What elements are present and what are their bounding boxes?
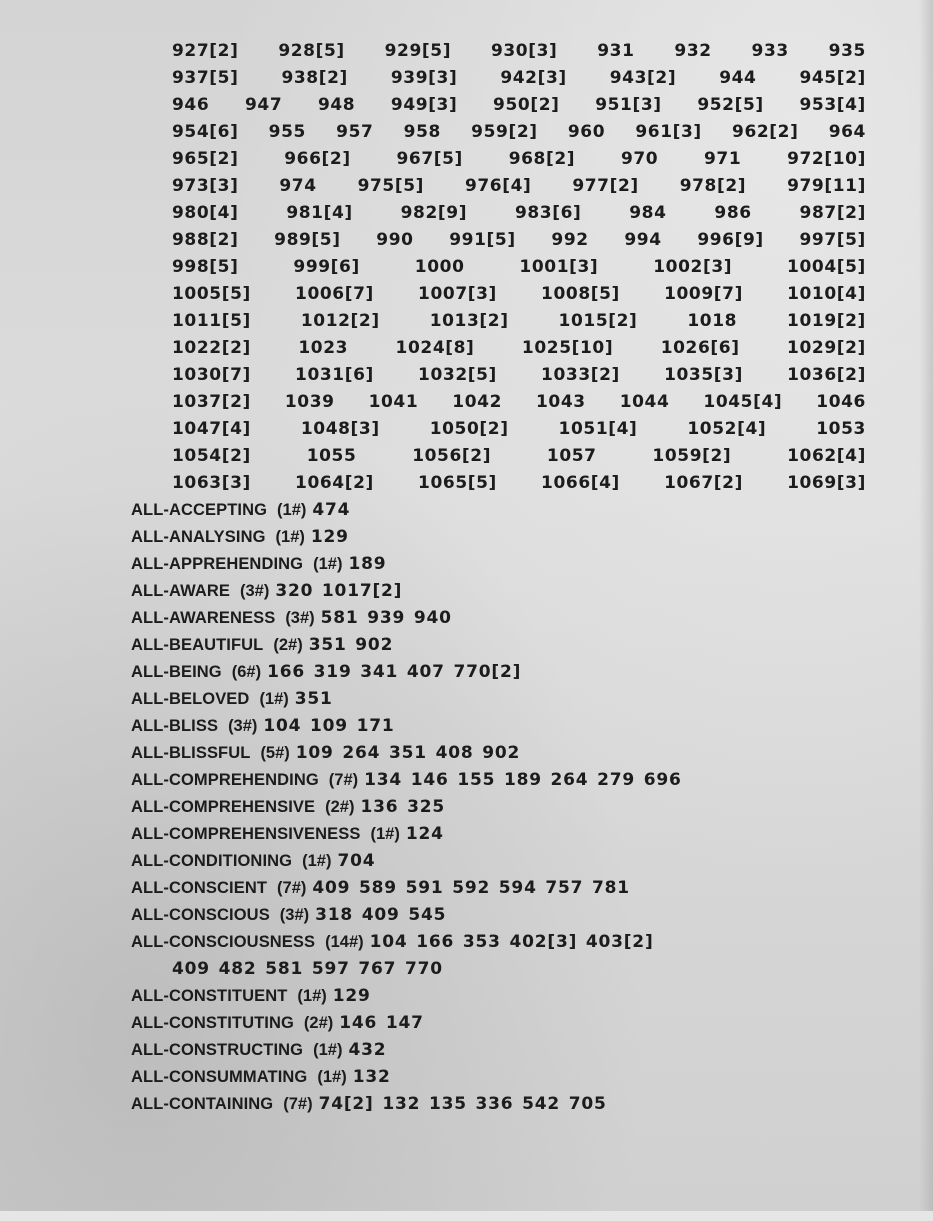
index-entry — [131, 902, 871, 929]
entry-term: ALL-ACCEPTING — [131, 501, 268, 519]
page-reference: 977[2] — [572, 176, 639, 196]
reference-line — [172, 227, 866, 254]
reference-line — [172, 119, 866, 146]
page-reference: 984 — [629, 203, 667, 223]
index-entry — [131, 497, 871, 524]
entry-count: (2#) — [325, 798, 355, 816]
reference-line — [172, 470, 866, 497]
page-reference: 1036[2] — [787, 365, 866, 385]
entry-references: 104 109 171 — [263, 716, 395, 736]
entry-count: (7#) — [328, 771, 359, 789]
entry-term: ALL-COMPREHENDING — [131, 771, 319, 789]
entry-references-continued: 409 482 581 597 767 770 — [172, 959, 443, 979]
entry-count: (1#) — [313, 1041, 343, 1059]
index-entry — [131, 983, 871, 1010]
page-reference: 992 — [551, 230, 589, 250]
entry-references: 320 1017[2] — [275, 581, 403, 601]
index-entry — [131, 686, 871, 713]
page-reference: 1057 — [546, 446, 597, 466]
index-entry — [131, 929, 871, 983]
page-reference: 931 — [597, 41, 635, 61]
reference-line — [172, 362, 866, 389]
entry-count: (5#) — [260, 744, 290, 762]
page-reference: 1008[5] — [541, 284, 620, 304]
entry-term: ALL-CONSCIOUS — [131, 906, 270, 924]
entry-term: ALL-CONSTRUCTING — [131, 1041, 304, 1059]
entry-count: (2#) — [303, 1014, 334, 1032]
page-reference: 965[2] — [172, 149, 239, 169]
entry-term: ALL-BELOVED — [131, 690, 250, 708]
index-entry — [131, 713, 871, 740]
page-reference: 937[5] — [172, 68, 239, 88]
index-entry — [131, 659, 871, 686]
page-reference: 1029[2] — [787, 338, 866, 358]
page-reference: 951[3] — [595, 95, 662, 115]
index-entries — [131, 497, 871, 1118]
entry-count: (6#) — [231, 663, 262, 681]
entry-references: 318 409 545 — [315, 905, 447, 925]
reference-line — [172, 308, 866, 335]
page-reference: 955 — [268, 122, 306, 142]
entry-count: (7#) — [277, 879, 307, 897]
entry-references: 704 — [337, 851, 376, 871]
page-reference: 1045[4] — [703, 392, 783, 412]
entry-term: ALL-BLISSFUL — [131, 744, 251, 762]
index-entry — [131, 1064, 871, 1091]
page-reference: 1037[2] — [172, 392, 251, 412]
page-reference: 1050[2] — [429, 419, 509, 439]
index-entry — [131, 1091, 871, 1118]
reference-line — [172, 65, 866, 92]
page-reference: 983[6] — [514, 203, 582, 223]
page-reference: 1055 — [306, 446, 357, 466]
page-reference: 954[6] — [172, 122, 239, 142]
page-reference: 1022[2] — [172, 338, 251, 358]
reference-line — [172, 443, 866, 470]
page-reference: 946 — [172, 95, 210, 115]
page-reference: 1053 — [816, 419, 866, 439]
reference-line — [172, 416, 866, 443]
entry-term: ALL-COMPREHENSIVENESS — [131, 825, 361, 843]
page-reference: 999[6] — [293, 257, 360, 277]
page-reference: 1031[6] — [295, 365, 374, 385]
page-reference: 1015[2] — [558, 311, 638, 331]
index-entry — [131, 551, 871, 578]
page-reference: 942[3] — [500, 68, 567, 88]
entry-term: ALL-AWARENESS — [131, 609, 276, 627]
entry-references: 129 — [332, 986, 371, 1006]
entry-references: 146 147 — [339, 1013, 424, 1033]
page-reference: 1062[4] — [787, 446, 866, 466]
page-reference: 996[9] — [697, 230, 764, 250]
page-reference: 988[2] — [172, 230, 239, 250]
page-reference: 1005[5] — [172, 284, 251, 304]
index-entry — [131, 524, 871, 551]
page-reference: 1066[4] — [541, 473, 620, 493]
page-reference: 976[4] — [464, 176, 532, 196]
page-reference: 962[2] — [732, 122, 799, 142]
page-reference: 945[2] — [799, 68, 866, 88]
page-reference: 987[2] — [799, 203, 866, 223]
page-reference: 928[5] — [278, 41, 345, 61]
entry-references: 581 939 940 — [320, 608, 452, 628]
entry-term: ALL-CONSCIOUSNESS — [131, 933, 316, 951]
page-edge-shadow — [919, 0, 933, 1221]
index-entry — [131, 632, 871, 659]
index-entry — [131, 1037, 871, 1064]
entry-references: 166 319 341 407 770[2] — [267, 662, 522, 682]
continued-reference-block — [172, 38, 866, 497]
entry-count: (1#) — [302, 852, 332, 870]
index-entry — [131, 794, 871, 821]
page-reference: 1054[2] — [172, 446, 251, 466]
page-reference: 966[2] — [284, 149, 351, 169]
page-reference: 1059[2] — [652, 446, 732, 466]
index-entry — [131, 821, 871, 848]
page-reference: 973[3] — [172, 176, 239, 196]
page-reference: 1011[5] — [172, 311, 251, 331]
page-reference: 1006[7] — [295, 284, 374, 304]
page-reference: 990 — [376, 230, 414, 250]
page-reference: 1064[2] — [295, 473, 374, 493]
page-reference: 1044 — [619, 392, 670, 412]
entry-count: (1#) — [277, 501, 307, 519]
page-reference: 979[11] — [787, 176, 866, 196]
page-reference: 958 — [403, 122, 441, 142]
page-reference: 1026[6] — [660, 338, 740, 358]
page-reference: 1067[2] — [664, 473, 743, 493]
page-reference: 998[5] — [172, 257, 239, 277]
page-reference: 978[2] — [679, 176, 747, 196]
page-reference: 1002[3] — [653, 257, 733, 277]
page-reference: 944 — [719, 68, 757, 88]
page-reference: 1039 — [284, 392, 335, 412]
entry-term: ALL-CONTAINING — [131, 1095, 274, 1113]
entry-count: (1#) — [317, 1068, 347, 1086]
entry-references: 351 — [294, 689, 333, 709]
entry-references: 109 264 351 408 902 — [295, 743, 521, 763]
page-reference: 1052[4] — [687, 419, 767, 439]
page-reference: 1030[7] — [172, 365, 251, 385]
page-reference: 1063[3] — [172, 473, 251, 493]
entry-term: ALL-CONSTITUENT — [131, 987, 288, 1005]
page-reference: 947 — [244, 95, 283, 115]
page-reference: 964 — [828, 122, 866, 142]
page-reference: 1025[10] — [521, 338, 614, 358]
page-reference: 930[3] — [490, 41, 558, 61]
entry-count: (1#) — [275, 528, 305, 546]
page-reference: 989[5] — [274, 230, 341, 250]
page-reference: 953[4] — [799, 95, 866, 115]
entry-term: ALL-BEING — [131, 663, 222, 681]
index-entry — [131, 1010, 871, 1037]
page-reference: 1043 — [535, 392, 586, 412]
entry-references: 136 325 — [360, 797, 445, 817]
entry-references: 132 — [352, 1067, 391, 1087]
entry-term: ALL-CONSTITUTING — [131, 1014, 294, 1032]
page-reference: 1004[5] — [787, 257, 866, 277]
reference-line — [172, 92, 866, 119]
entry-count: (1#) — [297, 987, 327, 1005]
entry-term: ALL-APPREHENDING — [131, 555, 304, 573]
page-reference: 1033[2] — [541, 365, 620, 385]
page-reference: 1065[5] — [418, 473, 497, 493]
reference-line — [172, 200, 866, 227]
page-reference: 961[3] — [635, 122, 702, 142]
page-reference: 970 — [620, 149, 659, 169]
entry-count: (2#) — [273, 636, 303, 654]
page-reference: 952[5] — [697, 95, 764, 115]
entry-count: (3#) — [279, 906, 310, 924]
index-entry — [131, 767, 871, 794]
reference-line — [172, 389, 866, 416]
entry-count: (1#) — [370, 825, 400, 843]
page-reference: 1010[4] — [787, 284, 866, 304]
entry-term: ALL-CONDITIONING — [131, 852, 293, 870]
entry-references: 104 166 353 402[3] 403[2] — [369, 932, 654, 952]
entry-term: ALL-AWARE — [131, 582, 230, 600]
page-reference: 972[10] — [787, 149, 866, 169]
page-reference: 991[5] — [449, 230, 516, 250]
page-reference: 1001[3] — [519, 257, 599, 277]
reference-line — [172, 254, 866, 281]
reference-line — [172, 281, 866, 308]
page-reference: 1009[7] — [664, 284, 743, 304]
entry-term: ALL-BEAUTIFUL — [131, 636, 264, 654]
reference-line — [172, 146, 866, 173]
entry-references: 134 146 155 189 264 279 696 — [364, 770, 682, 790]
page-reference: 950[2] — [493, 95, 560, 115]
page-reference: 997[5] — [799, 230, 866, 250]
page-reference: 1023 — [298, 338, 349, 358]
index-entry — [131, 848, 871, 875]
entry-count: (3#) — [285, 609, 315, 627]
entry-references: 74[2] 132 135 336 542 705 — [318, 1094, 607, 1114]
page-reference: 1013[2] — [429, 311, 509, 331]
entry-term: ALL-ANALYSING — [131, 528, 266, 546]
entry-count: (7#) — [283, 1095, 313, 1113]
page-reference: 960 — [567, 122, 606, 142]
page-reference: 1041 — [368, 392, 419, 412]
page-reference: 1018 — [687, 311, 738, 331]
page-reference: 932 — [674, 41, 712, 61]
entry-references: 189 — [348, 554, 387, 574]
entry-references: 432 — [348, 1040, 387, 1060]
page-reference: 1012[2] — [300, 311, 380, 331]
index-entry — [131, 875, 871, 902]
page-reference: 1032[5] — [418, 365, 497, 385]
page-reference: 959[2] — [471, 122, 538, 142]
index-entry — [131, 605, 871, 632]
page-reference: 1047[4] — [172, 419, 251, 439]
page-reference: 933 — [751, 41, 789, 61]
entry-count: (1#) — [259, 690, 289, 708]
entry-count: (14#) — [325, 933, 364, 951]
page-reference: 1048[3] — [300, 419, 380, 439]
page-reference: 971 — [704, 149, 742, 169]
page-reference: 975[5] — [357, 176, 425, 196]
page-reference: 981[4] — [286, 203, 353, 223]
entry-references: 409 589 591 592 594 757 781 — [312, 878, 630, 898]
entry-term: ALL-BLISS — [131, 717, 219, 735]
page-reference: 1046 — [816, 392, 866, 412]
entry-references: 351 902 — [308, 635, 394, 655]
entry-count: (3#) — [239, 582, 270, 600]
page-reference: 927[2] — [172, 41, 239, 61]
page-reference: 1019[2] — [787, 311, 866, 331]
page-reference: 1056[2] — [412, 446, 492, 466]
page-reference: 1024[8] — [395, 338, 475, 358]
reference-line — [172, 38, 866, 65]
page-reference: 943[2] — [609, 68, 677, 88]
index-entry — [131, 578, 871, 605]
entry-count: (3#) — [228, 717, 258, 735]
entry-term: ALL-COMPREHENSIVE — [131, 798, 316, 816]
entry-count: (1#) — [313, 555, 343, 573]
page-bottom-edge — [0, 1211, 933, 1221]
page-reference: 1042 — [452, 392, 502, 412]
page-reference: 948 — [317, 95, 356, 115]
index-entry — [131, 740, 871, 767]
page-reference: 980[4] — [172, 203, 239, 223]
page-reference: 974 — [279, 176, 317, 196]
page-reference: 994 — [624, 230, 662, 250]
entry-references: 474 — [312, 500, 351, 520]
entry-term: ALL-CONSCIENT — [131, 879, 268, 897]
page-reference: 935 — [828, 41, 866, 61]
entry-term: ALL-CONSUMMATING — [131, 1068, 308, 1086]
entry-references: 124 — [405, 824, 444, 844]
page-reference: 957 — [336, 122, 374, 142]
page-reference: 968[2] — [508, 149, 576, 169]
page-reference: 938[2] — [281, 68, 348, 88]
page-reference: 967[5] — [396, 149, 463, 169]
page-reference: 929[5] — [384, 41, 452, 61]
page-reference: 1051[4] — [558, 419, 638, 439]
entry-references: 129 — [310, 527, 349, 547]
page-reference: 1000 — [414, 257, 465, 277]
page-reference: 982[9] — [400, 203, 468, 223]
reference-line — [172, 335, 866, 362]
page-reference: 1007[3] — [418, 284, 497, 304]
page-reference: 1069[3] — [787, 473, 866, 493]
page-reference: 1035[3] — [664, 365, 743, 385]
reference-line — [172, 173, 866, 200]
page-reference: 986 — [714, 203, 752, 223]
page-reference: 939[3] — [390, 68, 458, 88]
page-reference: 949[3] — [390, 95, 458, 115]
